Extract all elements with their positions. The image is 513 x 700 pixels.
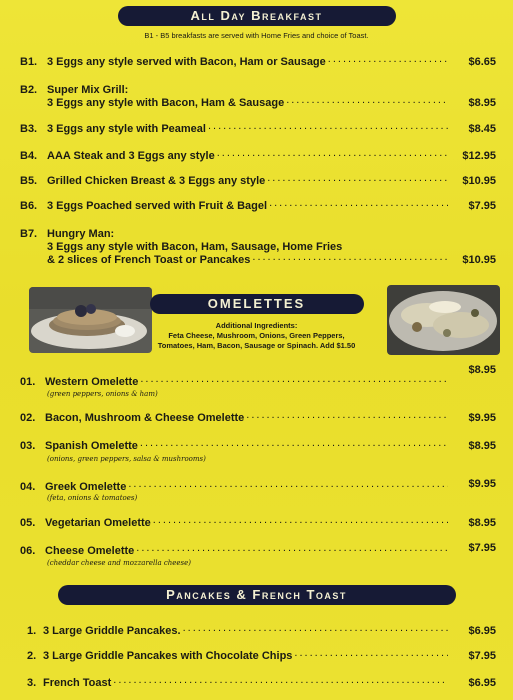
item-code: B4. xyxy=(20,150,38,162)
item-description: (feta, onions & tomatoes) xyxy=(47,494,138,502)
item-name: Cheese Omelette xyxy=(45,545,135,557)
item-name: Super Mix Grill: xyxy=(47,84,129,96)
item-name: 3 Large Griddle Pancakes. xyxy=(43,625,181,637)
item-name: Grilled Chicken Breast & 3 Eggs any style xyxy=(47,175,266,187)
item-code: 04. xyxy=(20,481,36,493)
dot-leader xyxy=(267,175,448,187)
dot-leader xyxy=(252,254,448,266)
item-code: 01. xyxy=(20,376,36,388)
item-description: (green peppers, onions & ham) xyxy=(47,390,158,398)
item-code: 02. xyxy=(20,412,36,424)
dot-leader xyxy=(269,200,448,212)
omelette-photo xyxy=(387,285,500,355)
item-code: 03. xyxy=(20,440,36,452)
item-name: Vegetarian Omelette xyxy=(45,517,151,529)
item-name: Bacon, Mushroom & Cheese Omelette xyxy=(45,412,245,424)
item-description: & 2 slices of French Toast or Pancakes xyxy=(47,254,251,266)
item-code: 2. xyxy=(27,650,37,662)
item-code: 1. xyxy=(27,625,37,637)
item-name: French Toast xyxy=(43,677,112,689)
item-price: $8.95 xyxy=(468,517,496,529)
item-price: $7.95 xyxy=(468,542,496,554)
item-price: $12.95 xyxy=(462,150,496,162)
item-price: $9.95 xyxy=(468,478,496,490)
item-price: $8.45 xyxy=(468,123,496,135)
item-code: 05. xyxy=(20,517,36,529)
item-price: $8.95 xyxy=(468,364,496,376)
item-price: $6.95 xyxy=(468,677,496,689)
pancakes-section-title: Pancakes & French Toast xyxy=(58,585,456,605)
item-price: $8.95 xyxy=(468,440,496,452)
note-line: Tomatoes, Ham, Bacon, Sausage or Spinach. Add $1.50 xyxy=(157,341,356,350)
item-description: 3 Eggs any style with Bacon, Ham & Sausage xyxy=(47,97,285,109)
item-name: AAA Steak and 3 Eggs any style xyxy=(47,150,215,162)
item-code: B2. xyxy=(20,84,38,96)
item-code: 3. xyxy=(27,677,37,689)
note-line: Feta Cheese, Mushroom, Onions, Green Peppers, xyxy=(168,331,345,340)
item-price: $10.95 xyxy=(462,254,496,266)
item-price: $8.95 xyxy=(468,97,496,109)
dot-leader xyxy=(217,150,448,162)
item-name: Western Omelette xyxy=(45,376,139,388)
omelettes-section-title: OMELETTES xyxy=(150,294,364,314)
dot-leader xyxy=(208,123,448,135)
dot-leader xyxy=(286,97,448,109)
dot-leader xyxy=(113,677,448,689)
item-name: Hungry Man: xyxy=(47,228,115,240)
item-code: 06. xyxy=(20,545,36,557)
item-price: $7.95 xyxy=(468,650,496,662)
item-code: B1. xyxy=(20,56,38,68)
item-description: 3 Eggs any style with Bacon, Ham, Sausage, Home Fries xyxy=(47,241,343,253)
omelettes-note xyxy=(130,321,383,351)
item-price: $9.95 xyxy=(468,412,496,424)
item-code: B6. xyxy=(20,200,38,212)
item-description: (cheddar cheese and mozzarella cheese) xyxy=(47,559,192,567)
breakfast-note: B1 - B5 breakfasts are served with Home Fries and choice of Toast. xyxy=(144,31,369,40)
dot-leader xyxy=(183,625,448,637)
item-name: Greek Omelette xyxy=(45,481,127,493)
dot-leader xyxy=(140,440,448,452)
item-code: B5. xyxy=(20,175,38,187)
dot-leader xyxy=(153,517,448,529)
note-title: Additional Ingredients: xyxy=(215,321,298,330)
item-name: 3 Eggs any style with Peameal xyxy=(47,123,206,135)
item-code: B3. xyxy=(20,123,38,135)
item-price: $7.95 xyxy=(468,200,496,212)
item-price: $10.95 xyxy=(462,175,496,187)
dot-leader xyxy=(246,412,448,424)
dot-leader xyxy=(328,56,448,68)
item-name: 3 Large Griddle Pancakes with Chocolate Chips xyxy=(43,650,293,662)
item-name: 3 Eggs Poached served with Fruit & Bagel xyxy=(47,200,268,212)
dot-leader xyxy=(294,650,448,662)
item-code: B7. xyxy=(20,228,38,240)
item-description: (onions, green peppers, salsa & mushrooms) xyxy=(47,455,206,463)
item-price: $6.65 xyxy=(468,56,496,68)
breakfast-section-title: All Day Breakfast xyxy=(118,6,396,26)
item-name: 3 Eggs any style served with Bacon, Ham or Sausage xyxy=(47,56,326,68)
dot-leader xyxy=(136,545,448,557)
item-price: $6.95 xyxy=(468,625,496,637)
dot-leader xyxy=(140,376,448,388)
dot-leader xyxy=(128,481,448,493)
item-name: Spanish Omelette xyxy=(45,440,138,452)
